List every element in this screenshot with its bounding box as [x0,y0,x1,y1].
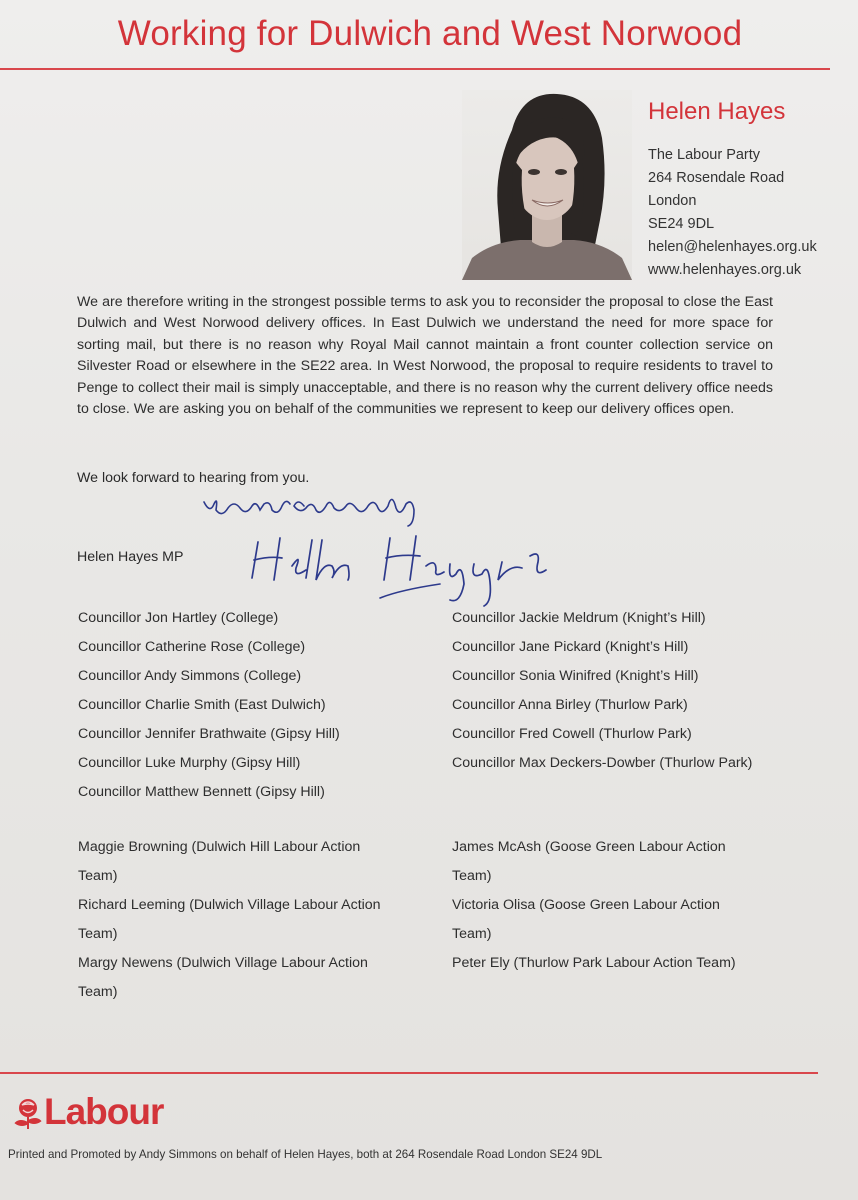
action-team-list-right [452,833,752,978]
list-item: Councillor Fred Cowell (Thurlow Park) [452,726,692,742]
councillors-list-right [452,604,782,778]
list-item: Victoria Olisa (Goose Green Labour Action Team) [452,897,720,942]
contact-email: helen@helenhayes.org.uk [648,239,817,255]
contact-line: The Labour Party [648,147,761,163]
list-item: Maggie Browning (Dulwich Hill Labour Action Team) [78,839,361,884]
list-item: Councillor Jennifer Brathwaite (Gipsy Hill) [78,726,340,742]
letter-closing: We look forward to hearing from you. [77,470,310,486]
contact-line: London [648,193,697,209]
list-item: Councillor Catherine Rose (College) [78,639,306,655]
signature [240,522,570,612]
contact-website: www.helenhayes.org.uk [648,262,802,278]
action-team-list-left [78,833,398,1007]
labour-rose-logo-icon [10,1095,46,1131]
list-item: Councillor Charlie Smith (East Dulwich) [78,697,326,713]
list-item: Councillor Jon Hartley (College) [78,610,279,626]
list-item: Councillor Matthew Bennett (Gipsy Hill) [78,784,325,800]
list-item: Councillor Andy Simmons (College) [78,668,302,684]
imprint-text: Printed and Promoted by Andy Simmons on behalf of Helen Hayes, both at 264 Rosendale Road London SE24 9DL [8,1148,603,1161]
list-item: Richard Leeming (Dulwich Village Labour Action Team) [78,897,381,942]
list-item: Councillor Sonia Winifred (Knight’s Hill) [452,668,699,684]
letter-body: We are therefore writing in the strongest possible terms to ask you to reconsider the proposal to close the East Dulwich and West Norwood delivery offices. In East Dulwich we understand the need for more space for sorting mail, but there is no reason why Royal Mail cannot maintain a front counter collection service on Silvester Road or elsewhere in the SE22 area. In West Norwood, the proposal to require residents to travel to Penge to collect their mail is simply unacceptable, and there is no reason why the current delivery office needs to close. We are asking you on behalf of the communities we represent to keep our delivery offices open. [77,294,773,418]
list-item: James McAsh (Goose Green Labour Action Team) [452,839,726,884]
page-title: Working for Dulwich and West Norwood [117,14,743,53]
contact-line: SE24 9DL [648,216,715,232]
logo-wordmark: Labour [44,1091,164,1132]
list-item: Margy Newens (Dulwich Village Labour Action Team) [78,955,368,1000]
list-item: Peter Ely (Thurlow Park Labour Action Team) [452,955,736,971]
list-item: Councillor Luke Murphy (Gipsy Hill) [78,755,301,771]
labour-logo [10,1093,210,1135]
list-item: Councillor Max Deckers-Dowber (Thurlow Park) [452,755,753,771]
footer-divider [0,1072,818,1074]
contact-line: 264 Rosendale Road [648,170,785,186]
portrait-photo [462,90,632,280]
list-item: Councillor Anna Birley (Thurlow Park) [452,697,688,713]
contact-block [648,98,817,282]
councillors-list-left [78,604,408,807]
mp-name: Helen Hayes [648,98,786,125]
list-item: Councillor Jackie Meldrum (Knight’s Hill) [452,610,706,626]
signatory-name: Helen Hayes MP [77,549,184,565]
list-item: Councillor Jane Pickard (Knight’s Hill) [452,639,689,655]
header-divider [0,68,830,70]
